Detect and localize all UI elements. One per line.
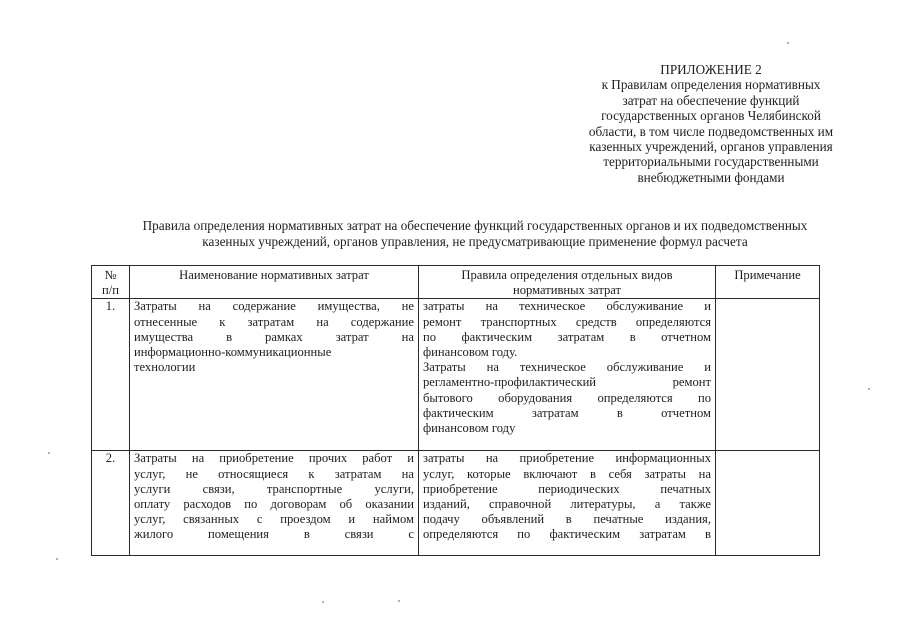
appendix-line: затрат на обеспечение функций [622, 92, 800, 108]
scan-speck [56, 558, 58, 560]
row-number: 1. [92, 299, 130, 451]
scan-speck [322, 601, 324, 603]
header-rules: Правила определения отдельных видов нормативных затрат [419, 266, 716, 299]
row-number: 2. [92, 451, 130, 556]
header-number: № п/п [92, 266, 130, 299]
row-cost-name: Затраты на содержание имущества, не отнесенные к затратам на содержание имущества в рамках затрат на информационно-коммуникационные технологии [130, 299, 419, 451]
scan-speck [398, 600, 400, 602]
appendix-line: государственных органов Челябинской [601, 108, 821, 124]
row-note [716, 299, 820, 451]
table-header-row [92, 266, 820, 299]
scan-speck [787, 42, 789, 44]
appendix-heading [566, 62, 856, 185]
appendix-line: внебюджетными фондами [637, 169, 785, 185]
row-rule: затраты на приобретение информационных услуг, которые включают в себя затраты на приобретение периодических печатных изданий, справочной литературы, а также подачу объявлений в печатные издания, определяются по фактическим затратам в [419, 451, 716, 556]
row-rule: затраты на техническое обслуживание и ремонт транспортных средств определяются по фактическим затратам в отчетном финансовом году. Затраты на техническое обслуживание и регламентно-профилактический ремонт бытового оборудования определяются по фактическим затратам в отчетном финансовом году [419, 299, 716, 451]
scan-speck [868, 388, 870, 390]
header-cost-name: Наименование нормативных затрат [130, 266, 419, 299]
scan-speck [48, 452, 50, 454]
appendix-line: к Правилам определения нормативных [601, 77, 821, 93]
norms-table [91, 265, 820, 556]
header-note: Примечание [716, 266, 820, 299]
appendix-line: области, в том числе подведомственных им [588, 123, 834, 139]
appendix-label: ПРИЛОЖЕНИЕ 2 [660, 62, 762, 77]
document-title-line: Правила определения нормативных затрат на обеспечение функций государственных органов и их подведомственных [142, 218, 808, 233]
table-row [92, 299, 820, 451]
document-title [80, 218, 870, 250]
row-cost-name: Затраты на приобретение прочих работ и услуг, не относящиеся к затратам на услуги связи, транспортные услуги, оплату расходов по договорам об оказании услуг, связанных с проездом и наймом жилого помещения в связи с [130, 451, 419, 556]
table-row [92, 451, 820, 556]
appendix-line: территориальными государственными [603, 154, 819, 170]
appendix-line: казенных учреждений, органов управления [589, 139, 833, 155]
document-title-line: казенных учреждений, органов управления, не предусматривающие применение формул расчета [202, 234, 748, 249]
row-note [716, 451, 820, 556]
